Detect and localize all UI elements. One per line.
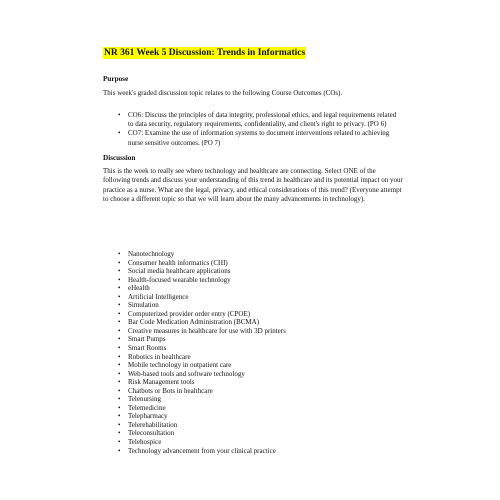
trend-text: Telehospice	[128, 438, 162, 447]
bullet-icon: •	[118, 267, 121, 276]
trend-text: Telemedicine	[128, 403, 166, 412]
discussion-text: This is the week to really see where technology and healthcare are connecting. Select ONE of the following trends and discuss your understanding of this trend in healthcare and its potential impact on your practice as a nurse. What are the legal, privacy, and ethical considerations of this trend? (Everyone attempt to choose a different topic so that we will learn about the many advancements in technology).	[103, 167, 403, 203]
bullet-icon: •	[118, 258, 121, 267]
list-item	[103, 438, 403, 447]
trend-text: Artificial Intelligence	[128, 292, 189, 301]
document-title: NR 361 Week 5 Discussion: Trends in Informatics	[104, 48, 306, 58]
list-item	[103, 361, 403, 370]
trend-text: Web-based tools and software technology	[128, 369, 245, 378]
trend-text: Technology advancement from your clinical practice	[128, 446, 276, 455]
trend-text: Telerehabilitation	[128, 420, 178, 429]
list-item	[103, 378, 403, 387]
trend-text: Smart Rooms	[128, 344, 167, 353]
list-item	[103, 129, 403, 147]
outcome-text: CO6: Discuss the principles of data integrity, professional ethics, and legal requirements related to data security, regulatory requirements, confidentiality, and client's right to privacy. (PO 6)	[128, 111, 397, 129]
bullet-icon: •	[118, 429, 121, 438]
list-item	[103, 111, 403, 129]
list-item	[103, 344, 403, 353]
bullet-icon: •	[118, 403, 121, 412]
bullet-icon: •	[118, 284, 121, 293]
bullet-icon: •	[118, 309, 121, 318]
bullet-icon: •	[118, 378, 121, 387]
trend-text: Bar Code Medication Administration (BCMA)	[128, 318, 260, 327]
course-outcomes-list	[103, 111, 403, 148]
purpose-text: This week's graded discussion topic relates to the following Course Outcomes (COs).	[103, 89, 343, 97]
bullet-icon: •	[118, 326, 121, 335]
list-item	[103, 447, 403, 456]
list-item	[103, 293, 403, 302]
trends-list	[103, 250, 403, 455]
list-item	[103, 327, 403, 336]
trend-text: Smart Pumps	[128, 335, 166, 344]
bullet-icon: •	[118, 361, 121, 370]
list-item	[103, 421, 403, 430]
bullet-icon: •	[118, 301, 121, 310]
purpose-heading: Purpose	[103, 75, 129, 83]
trend-text: Telenursing	[128, 395, 161, 404]
list-item	[103, 301, 403, 310]
list-item	[103, 284, 403, 293]
list-item	[103, 387, 403, 396]
trend-text: Health-focused wearable technology	[128, 275, 231, 284]
bullet-icon: •	[118, 250, 121, 258]
list-item	[103, 412, 403, 421]
bullet-icon: •	[118, 111, 121, 119]
bullet-icon: •	[118, 292, 121, 301]
list-item	[103, 259, 403, 268]
bullet-icon: •	[118, 395, 121, 404]
bullet-icon: •	[118, 369, 121, 378]
list-item	[103, 276, 403, 285]
trend-text: eHealth	[128, 284, 150, 293]
bullet-icon: •	[118, 344, 121, 353]
trend-text: Chatbots or Bots in healthcare	[128, 386, 213, 395]
bullet-icon: •	[118, 318, 121, 327]
bullet-icon: •	[118, 275, 121, 284]
discussion-heading: Discussion	[103, 154, 136, 162]
trend-text: Teleconsultation	[128, 429, 175, 438]
trend-text: Social media healthcare applications	[128, 267, 231, 276]
bullet-icon: •	[118, 420, 121, 429]
list-item	[103, 370, 403, 379]
outcome-text: CO7: Examine the use of information systems to document interventions related to achieving nurse sensitive outcomes. (PO 7)	[128, 129, 390, 147]
list-item	[103, 429, 403, 438]
trend-text: Simulation	[128, 301, 159, 310]
list-item	[103, 404, 403, 413]
trend-text: Telepharmacy	[128, 412, 168, 421]
bullet-icon: •	[118, 438, 121, 447]
trend-text: Robotics in healthcare	[128, 352, 191, 361]
list-item	[103, 395, 403, 404]
trend-text: Computerized provider order entry (CPOE)	[128, 309, 251, 318]
list-item	[103, 353, 403, 362]
trend-text: Nanotechnology	[128, 250, 175, 258]
list-item	[103, 250, 403, 259]
trend-text: Creative measures in healthcare for use with 3D printers	[128, 326, 286, 335]
trend-text: Risk Management tools	[128, 378, 195, 387]
bullet-icon: •	[118, 412, 121, 421]
bullet-icon: •	[118, 352, 121, 361]
bullet-icon: •	[118, 446, 121, 455]
list-item	[103, 310, 403, 319]
trend-text: Consumer health informatics (CHI)	[128, 258, 228, 267]
bullet-icon: •	[118, 129, 121, 138]
list-item	[103, 318, 403, 327]
bullet-icon: •	[118, 386, 121, 395]
list-item	[103, 267, 403, 276]
list-item	[103, 335, 403, 344]
bullet-icon: •	[118, 335, 121, 344]
trend-text: Mobile technology in outpatient care	[128, 361, 232, 370]
